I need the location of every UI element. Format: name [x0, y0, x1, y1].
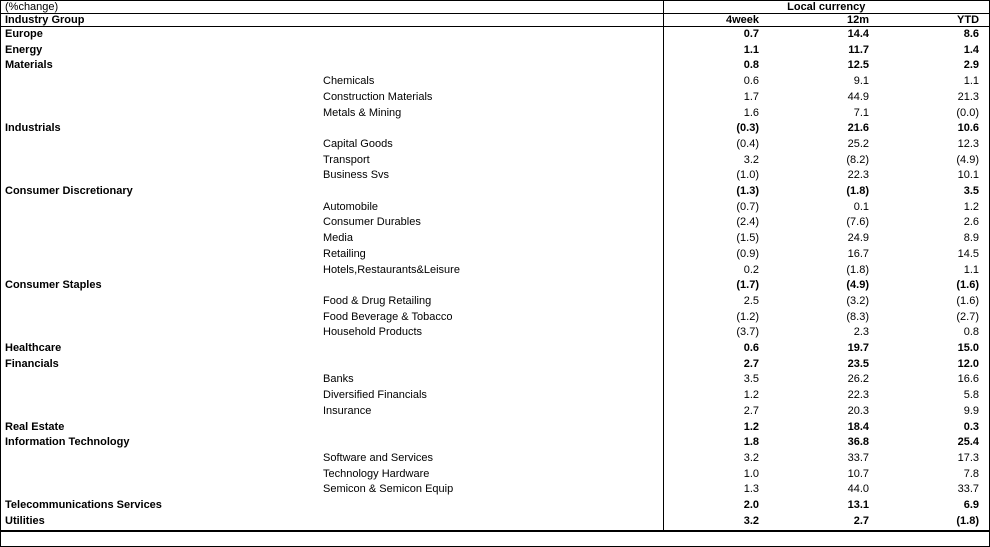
- cell-12m: 7.1: [853, 106, 869, 119]
- cell-4week: 1.1: [663, 43, 769, 59]
- cell-12m: 21.6: [847, 122, 869, 135]
- row-group-label: [1, 325, 323, 341]
- row-group-label: [1, 388, 323, 404]
- table-row: [1, 184, 989, 200]
- row-subgroup-label: Food & Drug Retailing: [323, 294, 432, 307]
- cell-12m: (1.8): [846, 263, 869, 276]
- cell-12m: 25.2: [847, 137, 869, 150]
- table-row: [1, 310, 989, 326]
- row-group-label: [1, 404, 323, 420]
- cell-12m: 23.5: [847, 357, 869, 370]
- row-subgroup-label: [323, 278, 663, 294]
- row-subgroup-label: [323, 514, 663, 531]
- table-row: [1, 514, 989, 531]
- row-subgroup-label: Banks: [323, 373, 354, 386]
- cell-4week: (2.4): [663, 215, 769, 231]
- table-row: [1, 168, 989, 184]
- cell-ytd: 2.6: [963, 216, 980, 229]
- cell-4week: 2.5: [663, 294, 769, 310]
- table-row: [1, 341, 989, 357]
- cell-12m: 26.2: [847, 373, 869, 386]
- cell-ytd: 0.3: [963, 420, 980, 433]
- table-row: [1, 43, 989, 59]
- row-subgroup-label: Automobile: [323, 200, 379, 213]
- table-row: [1, 325, 989, 341]
- table-row: [1, 231, 989, 247]
- column-header-12m: 12m: [769, 14, 879, 27]
- cell-12m: (7.6): [846, 216, 869, 229]
- cell-4week: 0.8: [663, 58, 769, 74]
- row-subgroup-label: Consumer Durables: [323, 216, 421, 229]
- row-subgroup-label: Retailing: [323, 247, 366, 260]
- row-group-label: [1, 294, 323, 310]
- row-group-label: Utilities: [1, 514, 323, 531]
- cell-ytd: 25.4: [957, 436, 980, 449]
- cell-4week: (1.3): [663, 184, 769, 200]
- cell-ytd: 5.8: [963, 389, 980, 402]
- table-row: [1, 215, 989, 231]
- cell-ytd: 10.1: [957, 169, 980, 182]
- row-group-label: [1, 106, 323, 122]
- row-subgroup-label: Transport: [323, 153, 370, 166]
- cell-12m: 11.7: [848, 43, 869, 56]
- header-spacer-2: [323, 14, 663, 27]
- cell-ytd: 9.9: [963, 404, 980, 417]
- row-group-label: Consumer Staples: [5, 279, 102, 292]
- table-row: [1, 498, 989, 514]
- row-group-label: Real Estate: [5, 420, 65, 433]
- row-group-label: [1, 467, 323, 483]
- cell-4week: (0.7): [663, 200, 769, 216]
- cell-ytd: 1.1: [963, 75, 980, 88]
- cell-12m: (1.8): [846, 185, 869, 198]
- row-subgroup-label: [323, 420, 663, 436]
- row-group-label: [1, 231, 323, 247]
- cell-4week: (3.7): [663, 325, 769, 341]
- table-row: [1, 263, 989, 279]
- row-group-label: [1, 90, 323, 106]
- cell-12m: 13.1: [847, 499, 869, 512]
- row-group-label: Healthcare: [5, 342, 62, 355]
- cell-4week: 3.2: [663, 451, 769, 467]
- cell-12m: 33.7: [847, 451, 869, 464]
- cell-ytd: 7.8: [963, 467, 980, 480]
- cell-4week: (0.4): [663, 137, 769, 153]
- table-row: [1, 90, 989, 106]
- row-subgroup-label: [323, 435, 663, 451]
- local-currency-label: Local currency: [663, 1, 989, 14]
- row-subgroup-label: Hotels,Restaurants&Leisure: [323, 263, 460, 276]
- cell-12m: 22.3: [847, 389, 869, 402]
- row-subgroup-label: [323, 121, 663, 137]
- row-subgroup-label: Semicon & Semicon Equip: [323, 483, 454, 496]
- row-subgroup-label: Technology Hardware: [323, 467, 430, 480]
- cell-ytd: 1.1: [963, 263, 980, 276]
- row-group-label: [1, 310, 323, 326]
- row-subgroup-label: [323, 184, 663, 200]
- cell-4week: (1.7): [663, 278, 769, 294]
- cell-ytd: 1.2: [963, 200, 980, 213]
- table-row: [1, 294, 989, 310]
- cell-12m: 22.3: [847, 169, 869, 182]
- cell-ytd: 1.4: [963, 43, 980, 56]
- row-group-label: [1, 482, 323, 498]
- row-subgroup-label: [323, 341, 663, 357]
- table-row: [1, 58, 989, 74]
- cell-4week: 1.6: [663, 106, 769, 122]
- table-row: [1, 278, 989, 294]
- cell-12m: 16.7: [847, 247, 869, 260]
- table-header-top: [1, 1, 989, 14]
- cell-4week: 2.0: [663, 498, 769, 514]
- cell-12m: 24.9: [847, 232, 869, 245]
- cell-4week: 2.7: [663, 357, 769, 373]
- cell-12m: (8.2): [846, 153, 869, 166]
- row-subgroup-label: Capital Goods: [323, 137, 393, 150]
- row-group-label: [1, 137, 323, 153]
- table-row: [1, 27, 989, 43]
- table-row: [1, 451, 989, 467]
- table-row: [1, 435, 989, 451]
- cell-4week: 1.3: [663, 482, 769, 498]
- cell-ytd: 3.5: [963, 185, 980, 198]
- table-row: [1, 357, 989, 373]
- table-header-columns: [1, 14, 989, 27]
- cell-4week: (0.3): [663, 121, 769, 137]
- table-row: [1, 121, 989, 137]
- cell-4week: 0.6: [663, 74, 769, 90]
- table-row: [1, 467, 989, 483]
- table-row: [1, 153, 989, 169]
- cell-4week: 1.8: [663, 435, 769, 451]
- cell-4week: (1.5): [663, 231, 769, 247]
- cell-12m: (8.3): [846, 310, 869, 323]
- cell-4week: 1.2: [663, 420, 769, 436]
- cell-ytd: 12.3: [957, 137, 980, 150]
- cell-4week: 3.2: [663, 514, 769, 531]
- table-row: [1, 247, 989, 263]
- row-subgroup-label: [323, 58, 663, 74]
- row-group-label: [1, 215, 323, 231]
- cell-12m: 20.3: [847, 404, 869, 417]
- industry-group-label: Industry Group: [1, 14, 323, 27]
- row-group-label: [1, 263, 323, 279]
- table-row: [1, 106, 989, 122]
- industry-group-performance-table: [1, 1, 989, 532]
- cell-ytd: 15.0: [957, 342, 980, 355]
- row-subgroup-label: Insurance: [323, 404, 372, 417]
- table-row: [1, 388, 989, 404]
- row-group-label: Materials: [5, 59, 53, 72]
- cell-4week: 3.2: [663, 153, 769, 169]
- row-group-label: [1, 451, 323, 467]
- row-subgroup-label: [323, 357, 663, 373]
- table-row: [1, 372, 989, 388]
- cell-12m: 12.5: [847, 59, 869, 72]
- row-group-label: [1, 74, 323, 90]
- row-group-label: [1, 153, 323, 169]
- row-group-label: [1, 168, 323, 184]
- cell-ytd: 16.6: [957, 373, 980, 386]
- cell-4week: 0.2: [663, 263, 769, 279]
- cell-ytd: 33.7: [957, 483, 980, 496]
- table-row: [1, 420, 989, 436]
- cell-12m: 10.7: [847, 467, 869, 480]
- cell-12m: 44.0: [847, 483, 869, 496]
- row-subgroup-label: Media: [323, 232, 353, 245]
- cell-4week: 2.7: [663, 404, 769, 420]
- row-group-label: Europe: [5, 28, 43, 40]
- cell-12m: 44.9: [847, 90, 869, 103]
- cell-4week: (0.9): [663, 247, 769, 263]
- cell-12m: 14.4: [847, 28, 869, 40]
- table-row: [1, 404, 989, 420]
- row-subgroup-label: Metals & Mining: [323, 106, 402, 119]
- change-label: (%change): [1, 1, 323, 14]
- cell-4week: 1.2: [663, 388, 769, 404]
- cell-ytd: 2.9: [963, 59, 980, 72]
- cell-ytd: 17.3: [957, 451, 980, 464]
- cell-12m: (4.9): [846, 279, 869, 292]
- cell-ytd: (2.7): [956, 310, 980, 323]
- cell-ytd: (1.8): [879, 514, 989, 531]
- cell-ytd: (0.0): [956, 106, 980, 119]
- column-header-ytd: YTD: [879, 14, 989, 27]
- cell-ytd: 8.9: [963, 232, 980, 245]
- cell-12m: 36.8: [847, 436, 869, 449]
- row-subgroup-label: Food Beverage & Tobacco: [323, 310, 453, 323]
- cell-ytd: (1.6): [956, 279, 980, 292]
- row-subgroup-label: [323, 27, 663, 43]
- cell-12m: 0.1: [853, 200, 869, 213]
- row-group-label: Financials: [5, 357, 59, 370]
- row-group-label: [1, 247, 323, 263]
- cell-12m: 18.4: [847, 420, 869, 433]
- cell-ytd: 0.8: [963, 326, 980, 339]
- row-subgroup-label: Household Products: [323, 326, 423, 339]
- column-header-4week: 4week: [663, 14, 769, 27]
- cell-12m: (3.2): [846, 294, 869, 307]
- cell-ytd: (4.9): [956, 153, 980, 166]
- table-body: [1, 1, 989, 531]
- header-spacer: [323, 1, 663, 14]
- cell-ytd: 14.5: [957, 247, 980, 260]
- cell-12m: 9.1: [853, 75, 869, 88]
- cell-12m: 2.3: [853, 326, 869, 339]
- row-subgroup-label: Construction Materials: [323, 90, 433, 103]
- cell-4week: (1.0): [663, 168, 769, 184]
- row-subgroup-label: Diversified Financials: [323, 389, 427, 402]
- cell-ytd: 10.6: [957, 122, 980, 135]
- cell-ytd: (1.6): [956, 294, 980, 307]
- row-group-label: [1, 372, 323, 388]
- row-subgroup-label: Chemicals: [323, 75, 375, 88]
- cell-ytd: 6.9: [963, 499, 980, 512]
- row-subgroup-label: Business Svs: [323, 169, 390, 182]
- row-group-label: Consumer Discretionary: [5, 185, 133, 198]
- row-group-label: Telecommunications Services: [5, 499, 162, 512]
- row-group-label: Energy: [5, 43, 43, 56]
- cell-4week: 1.0: [663, 467, 769, 483]
- row-subgroup-label: Software and Services: [323, 451, 434, 464]
- row-subgroup-label: [323, 498, 663, 514]
- table-row: [1, 482, 989, 498]
- cell-12m: 19.7: [847, 342, 869, 355]
- cell-12m: 2.7: [769, 514, 879, 531]
- cell-4week: 1.7: [663, 90, 769, 106]
- cell-4week: 3.5: [663, 372, 769, 388]
- cell-ytd: 21.3: [957, 90, 980, 103]
- cell-4week: 0.7: [663, 27, 769, 43]
- row-subgroup-label: [323, 43, 663, 59]
- cell-4week: 0.6: [663, 341, 769, 357]
- cell-ytd: 8.6: [963, 28, 980, 40]
- row-group-label: Industrials: [5, 122, 61, 135]
- cell-4week: (1.2): [663, 310, 769, 326]
- table-row: [1, 137, 989, 153]
- row-group-label: [1, 200, 323, 216]
- cell-ytd: 12.0: [957, 357, 980, 370]
- table-row: [1, 74, 989, 90]
- row-group-label: Information Technology: [5, 436, 130, 449]
- table-row: [1, 200, 989, 216]
